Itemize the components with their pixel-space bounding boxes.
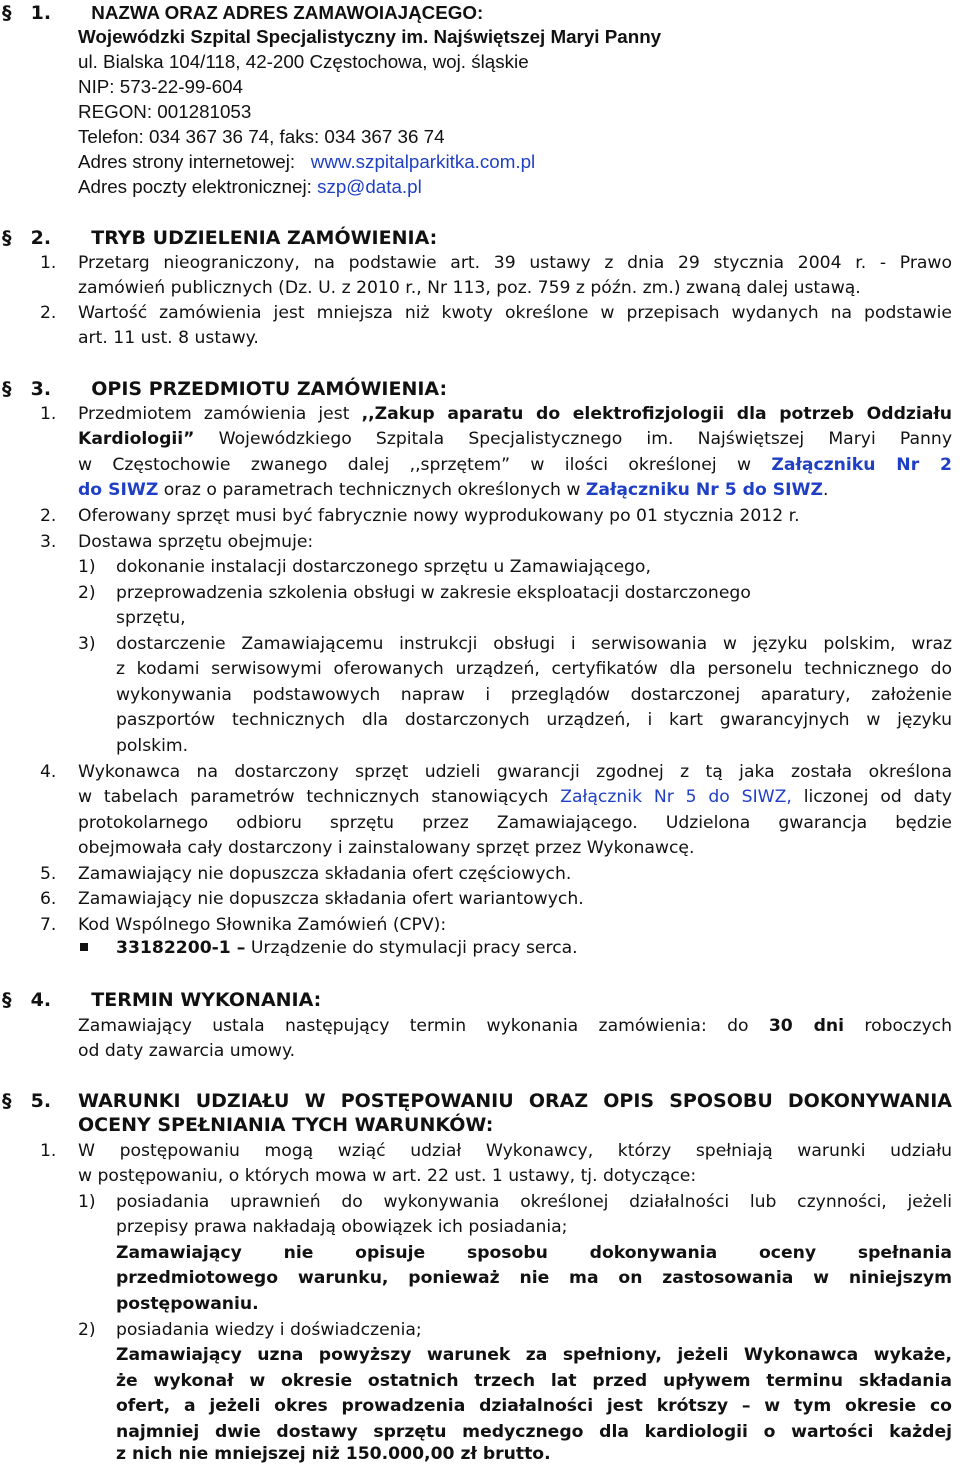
section-title: NAZWA ORAZ ADRES ZAMAWOIAJĄCEGO: xyxy=(91,2,484,23)
paragraph-line xyxy=(78,402,952,426)
email-line xyxy=(78,175,422,199)
paragraph-line: przepisy prawa nakładają obowiązek ich posiadania; xyxy=(116,1217,568,1237)
paragraph-line: posiadania wiedzy i doświadczenia; xyxy=(116,1320,422,1340)
email-link[interactable]: szp@data.pl xyxy=(317,176,422,197)
paragraph-line xyxy=(78,785,952,809)
item-number: 6. xyxy=(40,889,57,909)
section-sign: § xyxy=(2,2,12,24)
paragraph-line: najmniej dwie dostawy sprzętu medycznego dla kardiologii o wartości każdej xyxy=(116,1422,952,1442)
paragraph-line: Zamawiający nie opisuje sposobu dokonywania oceny spełnania xyxy=(116,1243,952,1263)
attachment-reference: Załączniku Nr 5 do SIWZ xyxy=(585,480,823,500)
section-sign: § xyxy=(2,227,12,249)
text-run: oraz o parametrach technicznych określonych w xyxy=(163,480,581,500)
paragraph-line: W postępowaniu mogą wziąć udział Wykonawcy, którzy spełniają warunki udziału xyxy=(78,1141,952,1161)
section-5-heading xyxy=(2,1089,85,1113)
section-3-heading xyxy=(2,377,447,401)
section-2-heading xyxy=(2,226,437,250)
item-number: 2. xyxy=(40,303,57,323)
paragraph-line: Wykonawca na dostarczony sprzęt udzieli gwarancji zgodnej z tą jaka została określona xyxy=(78,762,952,782)
paragraph-line: dostarczenie Zamawiającemu instrukcji obsługi i serwisowania w języku polskim, wraz xyxy=(116,634,952,654)
paragraph-line: polskim. xyxy=(116,736,189,756)
subject-title: ,,Zakup aparatu do elektrofizjologii dla potrzeb Oddziału xyxy=(361,404,952,424)
section-number: 1. xyxy=(30,2,52,24)
paragraph-line xyxy=(78,427,952,451)
paragraph-line: art. 11 ust. 8 ustawy. xyxy=(78,328,259,348)
section-title: OPIS PRZEDMIOTU ZAMÓWIENIA: xyxy=(91,378,448,400)
paragraph-line: postępowaniu. xyxy=(116,1294,259,1314)
cpv-line xyxy=(116,936,578,960)
deadline-value: 30 dni xyxy=(768,1016,845,1036)
section-1-heading xyxy=(2,1,483,25)
section-title: WARUNKI UDZIAŁU W POSTĘPOWANIU ORAZ OPIS SPOSOBU DOKONYWANIA xyxy=(78,1090,952,1112)
subitem-number: 1) xyxy=(78,1192,96,1212)
paragraph-line: przedmiotowego warunku, ponieważ nie ma on zastosowania w niniejszym xyxy=(116,1268,952,1288)
paragraph-line: Przetarg nieograniczony, na podstawie art. 39 ustawy z dnia 29 stycznia 2004 r. - Prawo xyxy=(78,253,952,273)
paragraph-line: posiadania uprawnień do wykonywania określonej działalności lub czynności, jeżeli xyxy=(116,1192,952,1212)
section-number: 3. xyxy=(30,378,52,400)
subitem-number: 2) xyxy=(78,1320,96,1340)
nip: NIP: 573-22-99-604 xyxy=(78,76,243,97)
paragraph-line: z kodami serwisowymi oferowanych urządzeń, certyfikatów dla personelu technicznego do xyxy=(116,659,952,679)
item-number: 1. xyxy=(40,404,57,424)
paragraph-line: Dostawa sprzętu obejmuje: xyxy=(78,532,314,552)
cpv-description: Urządzenie do stymulacji pracy serca. xyxy=(250,938,578,958)
section-4-heading xyxy=(2,988,321,1012)
paragraph-line xyxy=(78,453,952,477)
website-link[interactable]: www.szpitalparkitka.com.pl xyxy=(310,151,536,172)
paragraph-line xyxy=(78,1014,952,1038)
paragraph-line: sprzętu, xyxy=(116,608,186,628)
address: ul. Bialska 104/118, 42-200 Częstochowa, woj. śląskie xyxy=(78,51,529,72)
paragraph-line: zamówień publicznych (Dz. U. z 2010 r., Nr 113, poz. 759 z późn. zm.) zwaną dalej ustawą. xyxy=(78,278,861,298)
item-number: 2. xyxy=(40,506,57,526)
section-sign: § xyxy=(2,1090,12,1112)
paragraph-line: że wykonał w okresie ostatnich trzech lat przed upływem terminu składania xyxy=(116,1371,952,1391)
phone-fax: Telefon: 034 367 36 74, faks: 034 367 36 74 xyxy=(78,126,445,147)
paragraph-line: Zamawiający nie dopuszcza składania ofert częściowych. xyxy=(78,864,572,884)
section-title: TERMIN WYKONANIA: xyxy=(91,989,322,1011)
text-run: Przedmiotem zamówienia jest xyxy=(78,404,350,424)
item-number: 4. xyxy=(40,762,57,782)
paragraph-line xyxy=(78,478,828,502)
paragraph-line: ofert, a jeżeli okres prowadzenia działalności jest krótszy – w tym okresie co xyxy=(116,1396,952,1416)
paragraph-line: dokonanie instalacji dostarczonego sprzętu u Zamawiającego, xyxy=(116,557,651,577)
paragraph-line: Oferowany sprzęt musi być fabrycznie nowy wyprodukowany po 01 stycznia 2012 r. xyxy=(78,506,800,526)
text-run: w tabelach parametrów technicznych stanowiących xyxy=(78,787,549,807)
section-title: OCENY SPEŁNIANIA TYCH WARUNKÓW: xyxy=(78,1114,494,1136)
paragraph-line: obejmowała cały dostarczony i zainstalowany sprzęt przez Wykonawcę. xyxy=(78,838,695,858)
subitem-number: 2) xyxy=(78,583,96,603)
paragraph-line: przeprowadzenia szkolenia obsługi w zakresie eksploatacji dostarczonego xyxy=(116,583,751,603)
section-number: 4. xyxy=(30,989,52,1011)
item-number: 3. xyxy=(40,532,57,552)
text-run: Wojewódzkiego Szpitala Specjalistycznego im. Najświętszej Maryi Panny xyxy=(218,429,952,449)
section-number: 2. xyxy=(30,227,52,249)
email-label: Adres poczty elektronicznej: xyxy=(78,176,312,197)
regon: REGON: 001281053 xyxy=(78,101,252,122)
paragraph-line: w postępowaniu, o których mowa w art. 22 ust. 1 ustawy, tj. dotyczące: xyxy=(78,1166,697,1186)
subject-title: Kardiologii” xyxy=(78,429,195,449)
item-number: 1. xyxy=(40,253,57,273)
section-title: TRYB UDZIELENIA ZAMÓWIENIA: xyxy=(91,227,438,249)
paragraph-line: protokolarnego odbioru sprzętu przez Zamawiającego. Udzielona gwarancja będzie xyxy=(78,813,952,833)
text-run: . xyxy=(822,480,829,500)
text-run: w Częstochowie zwanego dalej ,,sprzętem” w ilości określonej w xyxy=(78,455,752,475)
paragraph-line: Zamawiający nie dopuszcza składania ofert wariantowych. xyxy=(78,889,584,909)
bullet-square-icon xyxy=(80,943,88,951)
cpv-code: 33182200-1 – xyxy=(116,938,246,958)
subitem-number: 1) xyxy=(78,557,96,577)
attachment-reference: Załączniku Nr 2 xyxy=(771,455,953,475)
paragraph-line: od daty zawarcia umowy. xyxy=(78,1041,296,1061)
attachment-reference: do SIWZ xyxy=(78,480,159,500)
subitem-number: 3) xyxy=(78,634,96,654)
text-run: liczonej od daty xyxy=(803,787,952,807)
text-run: roboczych xyxy=(864,1016,952,1036)
section-sign: § xyxy=(2,378,12,400)
website-label: Adres strony internetowej: xyxy=(78,151,296,172)
paragraph-line: Kod Wspólnego Słownika Zamówień (CPV): xyxy=(78,915,447,935)
paragraph-line: z nich nie mniejszej niż 150.000,00 zł brutto. xyxy=(116,1444,551,1464)
paragraph-line: paszportów technicznych dla dostarczonych urządzeń, i kart gwarancyjnych w języku xyxy=(116,710,952,730)
item-number: 1. xyxy=(40,1141,57,1161)
text-run: Zamawiający ustala następujący termin wykonania zamówienia: do xyxy=(78,1016,749,1036)
paragraph-line: Zamawiający uzna powyższy warunek za spełniony, jeżeli Wykonawca wykaże, xyxy=(116,1345,952,1365)
item-number: 5. xyxy=(40,864,57,884)
section-sign: § xyxy=(2,989,12,1011)
paragraph-line: Wartość zamówienia jest mniejsza niż kwoty określone w przepisach wydanych na podstawie xyxy=(78,303,952,323)
paragraph-line: wykonywania podstawowych napraw i przeglądów dostarczonej aparatury, założenie xyxy=(116,685,952,705)
section-number: 5. xyxy=(30,1090,52,1112)
website-line xyxy=(78,150,535,174)
attachment-reference: Załącznik Nr 5 do SIWZ, xyxy=(560,787,792,807)
item-number: 7. xyxy=(40,915,57,935)
contracting-authority-name: Wojewódzki Szpital Specjalistyczny im. Najświętszej Maryi Panny xyxy=(78,26,662,47)
